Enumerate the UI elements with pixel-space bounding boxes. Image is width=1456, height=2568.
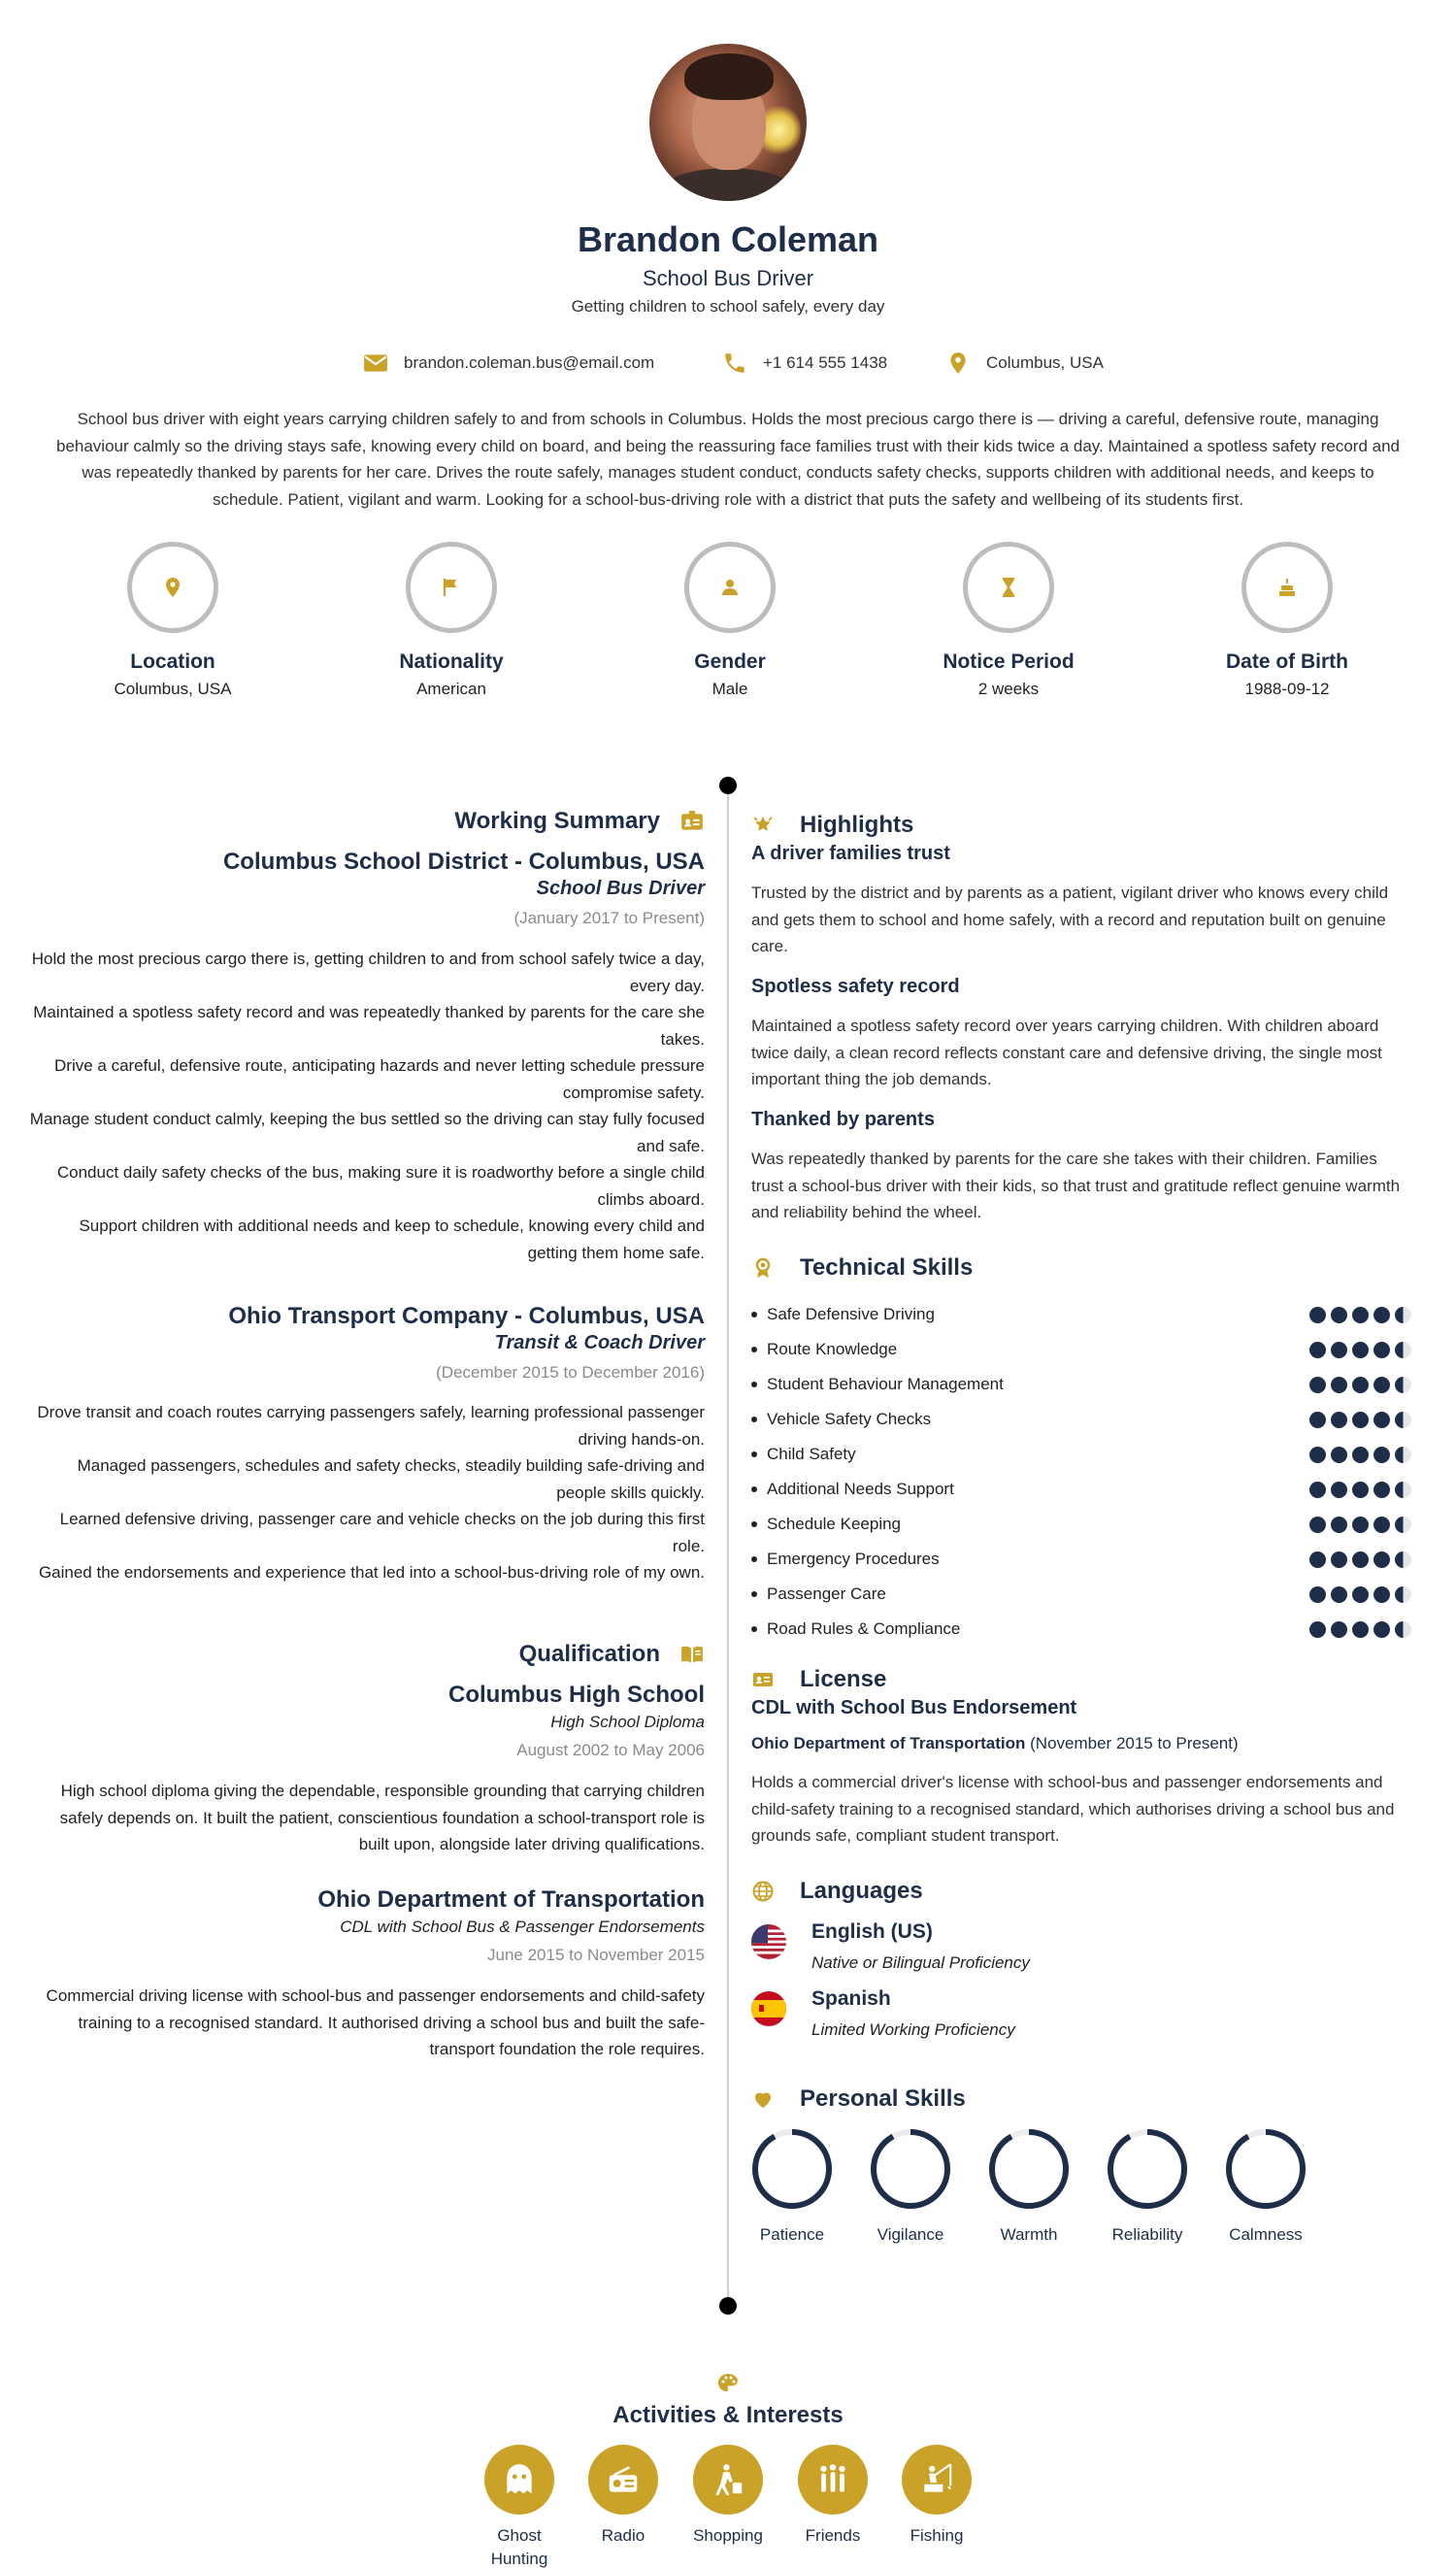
rating-dot bbox=[1309, 1307, 1326, 1323]
personal-skill-label: Warmth bbox=[1000, 2225, 1058, 2244]
info-nationality bbox=[345, 542, 558, 699]
duty-line: Gained the endorsements and experience that led into a school-bus-driving role of my own. bbox=[38, 1563, 705, 1582]
candidate-role: School Bus Driver bbox=[642, 266, 814, 290]
info-gender bbox=[623, 542, 837, 699]
info-notice-period bbox=[902, 542, 1115, 699]
rating-dot bbox=[1331, 1412, 1347, 1428]
technical-skill-row bbox=[751, 1618, 1411, 1641]
duty-line: Drive a careful, defensive route, anticipating hazards and never letting schedule pressure compromise safety. bbox=[54, 1056, 705, 1102]
skill-name: Schedule Keeping bbox=[767, 1515, 902, 1533]
interest-friends bbox=[789, 2445, 877, 2548]
rating-dot bbox=[1309, 1342, 1326, 1358]
duty-line: Conduct daily safety checks of the bus, making sure it is roadworthy before a single child climbs aboard. bbox=[56, 1163, 705, 1209]
rating-dot bbox=[1395, 1447, 1411, 1463]
skill-ring-icon bbox=[1105, 2126, 1190, 2212]
bullet bbox=[751, 1451, 757, 1457]
rating-dot bbox=[1373, 1377, 1390, 1393]
rating-dot bbox=[1395, 1551, 1411, 1568]
skill-ring-fill bbox=[874, 2132, 947, 2206]
job-2 bbox=[228, 1303, 705, 1330]
skill-ring-icon bbox=[749, 2126, 835, 2212]
qualification-description: Commercial driving license with school-bus and passenger endorsements and child-safety training to a recognised standard. It authorised driving a school bus and built the safe-transport foundation the role requires. bbox=[46, 1986, 705, 2058]
skill-rating bbox=[1309, 1412, 1411, 1428]
profile-summary: School bus driver with eight years carrying children safely to and from schools in Columbus. Holds the most precious cargo there is — driving a careful, defensive route, managing behaviour calmly so the driving stays safe, knowing every child on board, and being the reassuring face families trust with their kids twice a day. Maintained a spotless safety record and was repeatedly thanked by parents for her care. Drives the route safely, manages student conduct, conducts safety checks, supports children with additional needs, and keeps to schedule. Patient, vigilant and warm. Looking for a school-bus-driving role with a district that puts the safety and wellbeing of its students first. bbox=[55, 410, 1400, 509]
fishing-icon bbox=[918, 2461, 955, 2498]
personal-skill-label: Vigilance bbox=[877, 2225, 944, 2244]
rating-dot bbox=[1331, 1621, 1347, 1638]
rating-dot bbox=[1352, 1342, 1369, 1358]
contact-email[interactable] bbox=[363, 351, 654, 375]
contact-location bbox=[945, 351, 1104, 375]
bullet bbox=[751, 1626, 757, 1632]
rating-dot bbox=[1352, 1482, 1369, 1498]
personal-skill bbox=[980, 2126, 1077, 2245]
languages-heading bbox=[751, 1878, 923, 1905]
person-icon bbox=[718, 576, 742, 599]
rating-dot bbox=[1331, 1586, 1347, 1603]
star-burst-icon bbox=[751, 814, 775, 837]
skill-ring-fill bbox=[755, 2132, 829, 2206]
rating-dot bbox=[1352, 1377, 1369, 1393]
duty-line: Manage student conduct calmly, keeping the bus settled so the driving can stay fully focused and safe. bbox=[29, 1110, 705, 1155]
skill-name: Route Knowledge bbox=[767, 1340, 898, 1358]
highlight-text: Was repeatedly thanked by parents for the care she takes with their children. Families trust a school-bus driver with their kids, so that trust and gratitude reflect genuine warmth and reliability behind the wheel. bbox=[751, 1150, 1401, 1221]
rating-dot bbox=[1352, 1412, 1369, 1428]
language-name: Spanish bbox=[811, 1987, 891, 2010]
personal-skill-label: Patience bbox=[759, 2225, 825, 2244]
job-dates: (December 2015 to December 2016) bbox=[436, 1363, 705, 1382]
license-issuer-line bbox=[751, 1734, 1239, 1753]
info-location bbox=[66, 542, 280, 699]
rating-dot bbox=[1373, 1621, 1390, 1638]
interest-shopping bbox=[684, 2445, 772, 2548]
highlight-title: Thanked by parents bbox=[751, 1109, 935, 1130]
section-title: License bbox=[800, 1666, 887, 1692]
skill-rating bbox=[1309, 1482, 1411, 1498]
rating-dot bbox=[1352, 1586, 1369, 1603]
rating-dot bbox=[1395, 1307, 1411, 1323]
skill-ring-fill bbox=[992, 2132, 1066, 2206]
rating-dot bbox=[1331, 1342, 1347, 1358]
job-organization: Ohio Transport Company - Columbus, USA bbox=[228, 1303, 705, 1329]
duty-line: Managed passengers, schedules and safety checks, steadily building safe-driving and people skills quickly. bbox=[77, 1456, 705, 1502]
interest-fishing bbox=[893, 2445, 980, 2548]
skill-ring-fill bbox=[1110, 2132, 1184, 2206]
map-pin-icon bbox=[945, 350, 971, 376]
language-level: Native or Bilingual Proficiency bbox=[811, 1953, 1030, 1972]
qualification-degree: CDL with School Bus & Passenger Endorsements bbox=[340, 1918, 705, 1936]
info-label: Notice Period bbox=[943, 650, 1075, 673]
bullet bbox=[751, 1312, 757, 1317]
job-duties bbox=[25, 946, 705, 1266]
profile-photo bbox=[649, 44, 807, 201]
license-card-icon bbox=[751, 1668, 775, 1691]
license-name: CDL with School Bus Endorsement bbox=[751, 1697, 1077, 1718]
id-badge-icon bbox=[679, 809, 705, 834]
rating-dot bbox=[1373, 1586, 1390, 1603]
rating-dot bbox=[1331, 1517, 1347, 1533]
skill-name: Passenger Care bbox=[767, 1584, 886, 1603]
duty-line: Drove transit and coach routes carrying passengers safely, learning professional passenger driving hands-on. bbox=[37, 1403, 705, 1449]
skill-name: Safe Defensive Driving bbox=[767, 1305, 935, 1323]
rating-dot bbox=[1309, 1412, 1326, 1428]
rating-dot bbox=[1395, 1586, 1411, 1603]
section-title: Technical Skills bbox=[800, 1254, 974, 1281]
technical-skills-heading bbox=[751, 1254, 973, 1282]
highlight-title: Spotless safety record bbox=[751, 976, 960, 997]
working-summary-heading bbox=[454, 808, 705, 835]
rating-dot bbox=[1395, 1482, 1411, 1498]
rating-dot bbox=[1373, 1482, 1390, 1498]
rating-dot bbox=[1331, 1482, 1347, 1498]
timeline-dot-bottom bbox=[719, 2297, 737, 2315]
contact-phone[interactable] bbox=[722, 351, 887, 375]
skill-name: Student Behaviour Management bbox=[767, 1375, 1004, 1393]
skill-rating bbox=[1309, 1517, 1411, 1533]
skill-rating bbox=[1309, 1447, 1411, 1463]
interest-label: Fishing bbox=[910, 2526, 964, 2545]
interests-heading: Activities & Interests bbox=[612, 2402, 844, 2428]
duty-line: Maintained a spotless safety record and was repeatedly thanked by parents for the care she takes. bbox=[33, 1003, 705, 1049]
us-flag-icon bbox=[751, 1924, 786, 1959]
spain-flag-icon bbox=[751, 1991, 786, 2026]
job-organization: Columbus School District - Columbus, USA bbox=[222, 849, 705, 875]
job-position: Transit & Coach Driver bbox=[494, 1332, 705, 1353]
palette-icon bbox=[716, 2372, 740, 2395]
globe-icon bbox=[751, 1880, 775, 1903]
skill-ring-icon bbox=[868, 2126, 953, 2212]
skill-rating bbox=[1309, 1586, 1411, 1603]
location-text: Columbus, USA bbox=[986, 353, 1104, 372]
info-label: Gender bbox=[694, 650, 766, 673]
skill-name: Emergency Procedures bbox=[767, 1550, 940, 1568]
qualification-dates: August 2002 to May 2006 bbox=[516, 1741, 705, 1759]
info-value: 2 weeks bbox=[977, 680, 1040, 698]
section-title: Highlights bbox=[800, 812, 914, 838]
section-title: Working Summary bbox=[454, 808, 660, 834]
technical-skill-row bbox=[751, 1548, 1411, 1571]
skill-rating bbox=[1309, 1342, 1411, 1358]
hourglass-icon bbox=[997, 576, 1020, 599]
highlights-heading bbox=[751, 812, 913, 839]
job-duties bbox=[25, 1399, 705, 1586]
skill-ring-fill bbox=[1229, 2132, 1303, 2206]
personal-skill bbox=[1099, 2126, 1196, 2245]
qualification-dates: June 2015 to November 2015 bbox=[487, 1946, 705, 1964]
timeline-dot-top bbox=[719, 777, 737, 794]
book-icon bbox=[679, 1642, 705, 1667]
info-label: Nationality bbox=[399, 650, 504, 673]
skill-rating bbox=[1309, 1551, 1411, 1568]
rating-dot bbox=[1395, 1621, 1411, 1638]
technical-skill-row bbox=[751, 1478, 1411, 1501]
technical-skill-row bbox=[751, 1338, 1411, 1361]
rating-dot bbox=[1373, 1342, 1390, 1358]
qualification-heading bbox=[519, 1641, 705, 1668]
shopping-icon bbox=[710, 2461, 746, 2498]
technical-skill-row bbox=[751, 1373, 1411, 1396]
skill-ring-icon bbox=[986, 2126, 1072, 2212]
candidate-name: Brandon Coleman bbox=[577, 219, 879, 259]
personal-skill-label: Reliability bbox=[1111, 2225, 1183, 2244]
rating-dot bbox=[1331, 1447, 1347, 1463]
friends-icon bbox=[814, 2461, 851, 2498]
bullet bbox=[751, 1347, 757, 1352]
personal-skill bbox=[744, 2126, 841, 2245]
rating-dot bbox=[1352, 1447, 1369, 1463]
rating-dot bbox=[1309, 1551, 1326, 1568]
qualification-school: Ohio Department of Transportation bbox=[317, 1886, 705, 1913]
rating-dot bbox=[1352, 1517, 1369, 1533]
rating-dot bbox=[1331, 1377, 1347, 1393]
bullet bbox=[751, 1486, 757, 1492]
rating-dot bbox=[1309, 1447, 1326, 1463]
info-value: Male bbox=[711, 680, 748, 698]
skill-ring-icon bbox=[1223, 2126, 1308, 2212]
rating-dot bbox=[1373, 1517, 1390, 1533]
email-text: brandon.coleman.bus@email.com bbox=[404, 353, 655, 372]
timeline-line bbox=[727, 786, 729, 2307]
rating-dot bbox=[1309, 1621, 1326, 1638]
skill-rating bbox=[1309, 1307, 1411, 1323]
section-title: Qualification bbox=[518, 1641, 660, 1667]
ghost-icon bbox=[501, 2461, 538, 2498]
info-date-of-birth bbox=[1180, 542, 1394, 699]
interest-label: Radio bbox=[601, 2526, 645, 2545]
highlight-title: A driver families trust bbox=[751, 843, 950, 864]
license-dates: (November 2015 to Present) bbox=[1030, 1734, 1239, 1752]
personal-skill bbox=[1217, 2126, 1314, 2245]
qualification-degree: High School Diploma bbox=[550, 1713, 705, 1731]
phone-text: +1 614 555 1438 bbox=[763, 353, 888, 372]
job-position: School Bus Driver bbox=[536, 878, 705, 899]
technical-skill-row bbox=[751, 1408, 1411, 1431]
bullet bbox=[751, 1417, 757, 1422]
info-value: Columbus, USA bbox=[114, 680, 232, 698]
duty-line: Support children with additional needs and keep to schedule, knowing every child and getting them home safe. bbox=[79, 1217, 705, 1262]
rating-dot bbox=[1331, 1551, 1347, 1568]
envelope-icon bbox=[363, 350, 388, 376]
skill-name: Vehicle Safety Checks bbox=[767, 1410, 932, 1428]
skill-name: Additional Needs Support bbox=[767, 1480, 954, 1498]
bullet bbox=[751, 1556, 757, 1562]
rating-dot bbox=[1395, 1342, 1411, 1358]
technical-skill-row bbox=[751, 1443, 1411, 1466]
skill-rating bbox=[1309, 1621, 1411, 1638]
rating-dot bbox=[1395, 1377, 1411, 1393]
rating-dot bbox=[1395, 1412, 1411, 1428]
duty-line: Hold the most precious cargo there is, getting children to and from school safely twice a day, every day. bbox=[31, 950, 705, 995]
interest-label: Ghost Hunting bbox=[490, 2526, 548, 2568]
technical-skill-row bbox=[751, 1303, 1411, 1326]
duty-line: Learned defensive driving, passenger care and vehicle checks on the job during this first role. bbox=[59, 1510, 705, 1555]
highlight-text: Maintained a spotless safety record over years carrying children. With children aboard twice daily, a clean record reflects constant care and defensive driving, the single most important thing the job demands. bbox=[751, 1017, 1382, 1088]
flag-icon bbox=[440, 576, 463, 599]
highlight-text: Trusted by the district and by parents as a patient, vigilant driver who knows every child and gets them to school and home safely, with a record and reputation built on genuine care. bbox=[751, 884, 1389, 955]
rating-dot bbox=[1352, 1621, 1369, 1638]
rating-dot bbox=[1309, 1377, 1326, 1393]
rating-dot bbox=[1373, 1551, 1390, 1568]
heart-icon bbox=[751, 2087, 775, 2111]
radio-icon bbox=[605, 2461, 642, 2498]
language-level: Limited Working Proficiency bbox=[811, 2020, 1015, 2039]
personal-skill-label: Calmness bbox=[1229, 2225, 1303, 2244]
bullet bbox=[751, 1382, 757, 1387]
rating-dot bbox=[1309, 1482, 1326, 1498]
technical-skill-row bbox=[751, 1583, 1411, 1606]
language-name: English (US) bbox=[811, 1920, 933, 1943]
license-issuer: Ohio Department of Transportation bbox=[751, 1734, 1026, 1752]
rating-dot bbox=[1373, 1447, 1390, 1463]
license-text: Holds a commercial driver's license with school-bus and passenger endorsements and child-safety training to a recognised standard, which authorises driving a school bus and grounds safe, compliant student transport. bbox=[751, 1773, 1395, 1845]
info-label: Location bbox=[130, 650, 215, 673]
info-value: 1988-09-12 bbox=[1244, 680, 1330, 698]
skill-name: Road Rules & Compliance bbox=[767, 1619, 961, 1638]
qualification-school: Columbus High School bbox=[448, 1682, 705, 1708]
skill-rating bbox=[1309, 1377, 1411, 1393]
interest-label: Friends bbox=[805, 2526, 861, 2545]
section-title: Languages bbox=[800, 1878, 923, 1904]
bullet bbox=[751, 1591, 757, 1597]
rating-dot bbox=[1309, 1586, 1326, 1603]
interest-label: Shopping bbox=[693, 2526, 763, 2545]
job-1 bbox=[223, 849, 705, 876]
license-heading bbox=[751, 1666, 886, 1693]
phone-icon bbox=[722, 350, 747, 376]
personal-skills-heading bbox=[751, 2085, 966, 2113]
bullet bbox=[751, 1521, 757, 1527]
award-ribbon-icon bbox=[751, 1256, 775, 1280]
interest-radio bbox=[579, 2445, 667, 2548]
section-title: Personal Skills bbox=[800, 2085, 966, 2112]
map-pin-icon bbox=[161, 576, 184, 599]
rating-dot bbox=[1352, 1307, 1369, 1323]
rating-dot bbox=[1331, 1307, 1347, 1323]
rating-dot bbox=[1352, 1551, 1369, 1568]
info-label: Date of Birth bbox=[1226, 650, 1348, 673]
skill-name: Child Safety bbox=[767, 1445, 856, 1463]
interest-ghost-hunting bbox=[476, 2445, 563, 2568]
personal-skill bbox=[862, 2126, 959, 2245]
technical-skill-row bbox=[751, 1513, 1411, 1536]
rating-dot bbox=[1395, 1517, 1411, 1533]
rating-dot bbox=[1373, 1412, 1390, 1428]
birthday-cake-icon bbox=[1275, 576, 1299, 599]
candidate-tagline: Getting children to school safely, every day bbox=[571, 297, 885, 316]
qualification-description: High school diploma giving the dependable, responsible grounding that carrying children safely depends on. It built the patient, conscientious foundation a school-transport role is built upon, alongside later driving qualifications. bbox=[59, 1782, 705, 1853]
rating-dot bbox=[1373, 1307, 1390, 1323]
info-value: American bbox=[416, 680, 486, 698]
job-dates: (January 2017 to Present) bbox=[513, 909, 705, 927]
rating-dot bbox=[1309, 1517, 1326, 1533]
